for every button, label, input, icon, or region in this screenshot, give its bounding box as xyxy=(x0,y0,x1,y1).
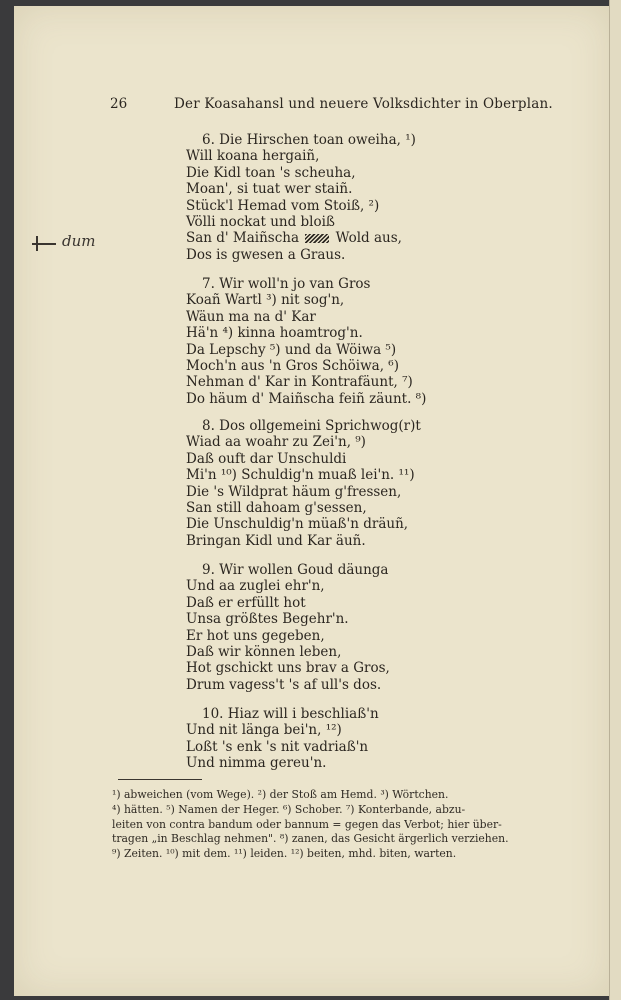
footnote-divider xyxy=(118,779,202,780)
verse-line: Die Unschuldig'n müaß'n dräuñ, xyxy=(186,516,409,533)
footnote-line: ¹) abweichen (vom Wege). ²) der Stoß am Hemd. ³) Wörtchen. xyxy=(112,788,449,801)
verse-line: 8. Dos ollgemeini Sprichwog(r)t xyxy=(202,418,421,434)
verse-line: Daß wir können leben, xyxy=(186,643,342,660)
verse-line: Moch'n aus 'n Gros Schöiwa, ⁶) xyxy=(186,357,399,374)
verse-line: Drum vagess't 's af ull's dos. xyxy=(186,676,382,693)
verse-line: Und aa zuglei ehr'n, xyxy=(186,578,325,595)
verse-line: Bringan Kidl und Kar äuñ. xyxy=(186,532,366,549)
verse-line: Die 's Wildprat häum g'fressen, xyxy=(186,483,402,500)
page-number: 26 xyxy=(110,96,128,112)
verse-line: San still dahoam g'sessen, xyxy=(186,499,367,516)
running-title: Der Koasahansl und neuere Volksdichter in Oberplan. xyxy=(174,96,553,112)
stanza-10 xyxy=(186,706,486,772)
verse-line: 6. Die Hirschen toan oweiha, ¹) xyxy=(202,132,416,148)
margin-note-text: dum xyxy=(62,232,96,250)
struck-out-word xyxy=(305,234,329,243)
verse-line: Hä'n ⁴) kinna hoamtrog'n. xyxy=(186,325,363,342)
handwritten-margin-note xyxy=(28,232,138,254)
verse-line: Do häum d' Maiñscha feiñ zäunt. ⁸) xyxy=(186,390,427,407)
verse-line: Nehman d' Kar in Kontrafäunt, ⁷) xyxy=(186,374,413,391)
verse-line: Wäun ma na d' Kar xyxy=(186,308,316,325)
verse-fragment: San d' Maiñscha xyxy=(186,230,300,247)
footnote-line: ⁹) Zeiten. ¹⁰) mit dem. ¹¹) leiden. ¹²) beiten, mhd. biten, warten. xyxy=(112,847,457,861)
verse-line: Und nit länga bei'n, ¹²) xyxy=(186,722,342,739)
verse-line: Daß er erfüllt hot xyxy=(186,594,306,611)
verse-line: Hot gschickt uns brav a Gros, xyxy=(186,660,390,677)
verse-line: Die Kidl toan 's scheuha, xyxy=(186,164,356,181)
verse-line: Stück'l Hemad vom Stoiß, ²) xyxy=(186,197,380,214)
footnote-line: ⁴) hätten. ⁵) Namen der Heger. ⁶) Schober. ⁷) Konterbande, abzu- xyxy=(112,802,466,816)
footnote-line: leiten von contra bandum oder bannum = gegen das Verbot; hier über- xyxy=(112,817,502,831)
verse-line: Loßt 's enk 's nit vadriaß'n xyxy=(186,738,369,755)
page-edge xyxy=(609,0,621,1000)
verse-line: 10. Hiaz will i beschliaß'n xyxy=(202,706,379,722)
footnote-line: tragen „in Beschlag nehmen". ⁸) zanen, das Gesicht ärgerlich verziehen. xyxy=(112,832,509,846)
verse-line: Koañ Wartl ³) nit sog'n, xyxy=(186,292,345,309)
verse-line: Völli nockat und bloiß xyxy=(186,213,335,230)
verse-line: Daß ouft dar Unschuldi xyxy=(186,450,347,467)
verse-line: Und nimma gereu'n. xyxy=(186,755,327,772)
verse-line: Wiad aa woahr zu Zei'n, ⁹) xyxy=(186,434,366,451)
verse-line: Unsa größtes Begehr'n. xyxy=(186,611,349,628)
verse-line: 9. Wir wollen Goud däunga xyxy=(202,562,389,578)
stanza-8 xyxy=(186,418,486,549)
margin-dash xyxy=(32,243,56,245)
verse-line: Moan', si tuat wer staiñ. xyxy=(186,181,353,198)
verse-line-with-strike xyxy=(186,230,486,246)
stanza-7 xyxy=(186,276,486,407)
verse-fragment: Wold aus, xyxy=(335,230,402,247)
verse-line: Mi'n ¹⁰) Schuldig'n muaß lei'n. ¹¹) xyxy=(186,467,415,484)
verse-line: Will koana hergaiñ, xyxy=(186,148,320,165)
page-header xyxy=(104,96,553,114)
verse-line: 7. Wir woll'n jo van Gros xyxy=(202,276,371,292)
stanza-6 xyxy=(186,132,486,263)
verse-line: Da Lepschy ⁵) und da Wöiwa ⁵) xyxy=(186,341,397,358)
stanza-9 xyxy=(186,562,486,693)
verse-line: Er hot uns gegeben, xyxy=(186,627,325,644)
footnotes xyxy=(112,788,564,862)
verse-line: Dos is gwesen a Graus. xyxy=(186,246,346,263)
